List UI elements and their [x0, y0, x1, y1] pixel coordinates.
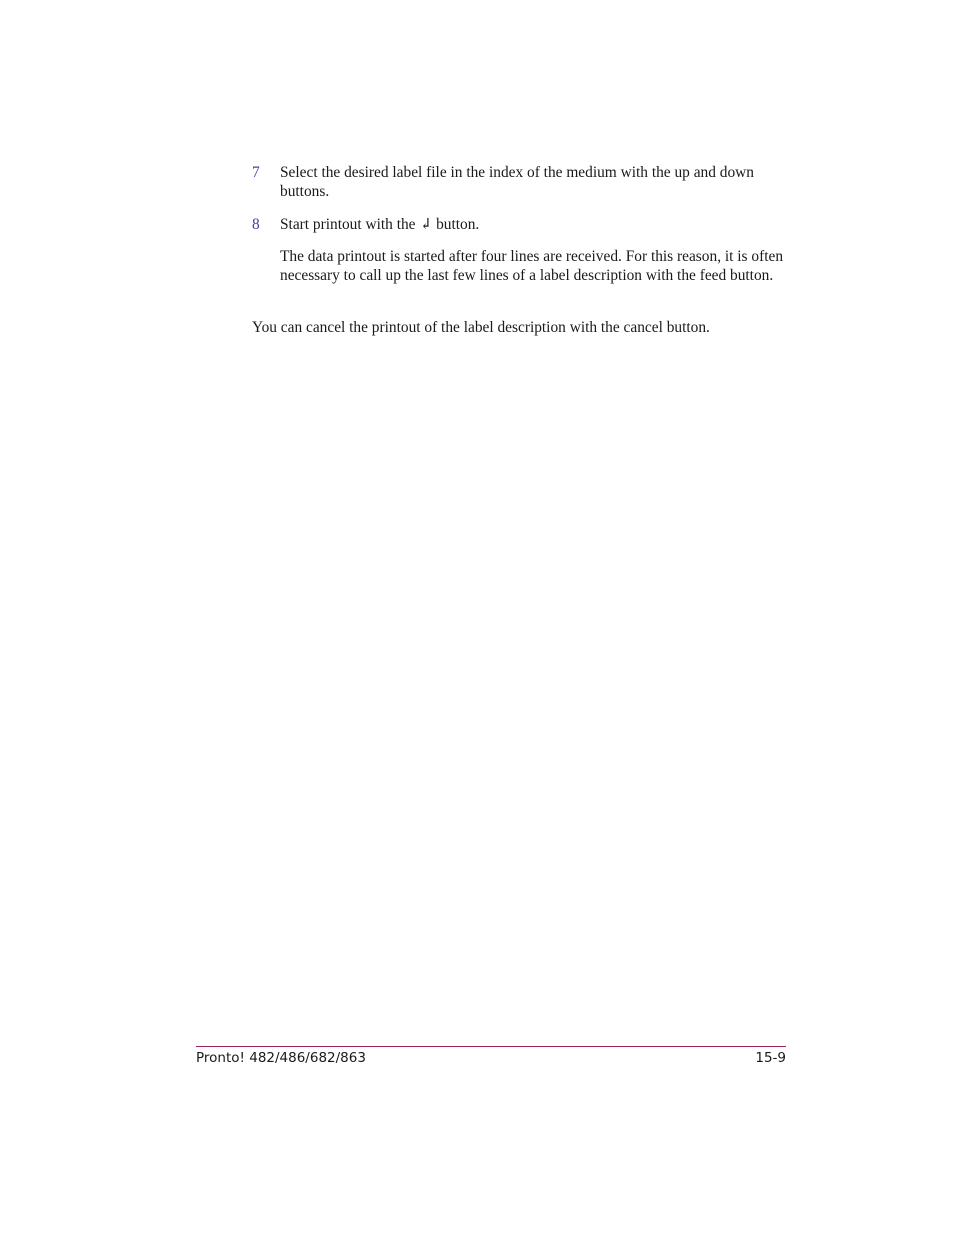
cancel-paragraph: You can cancel the printout of the label description with the cancel button. — [252, 319, 710, 336]
step-text: Select the desired label file in the index of the medium with the up and down buttons. — [280, 164, 754, 200]
footer-rule — [196, 1046, 786, 1047]
step-text: Start printout with the ↲ button. — [280, 216, 480, 233]
step-number: 8 — [252, 216, 260, 233]
step-number: 7 — [252, 164, 260, 181]
step-7 — [252, 163, 792, 201]
footer-page-number: 15-9 — [755, 1050, 786, 1066]
footer-product: Pronto! 482/486/682/863 — [196, 1050, 366, 1066]
step-8 — [252, 215, 792, 234]
step-8-note: The data printout is started after four lines are received. For this reason, it is often necessary to call up the last few lines of a label description with the feed button. — [280, 248, 784, 284]
